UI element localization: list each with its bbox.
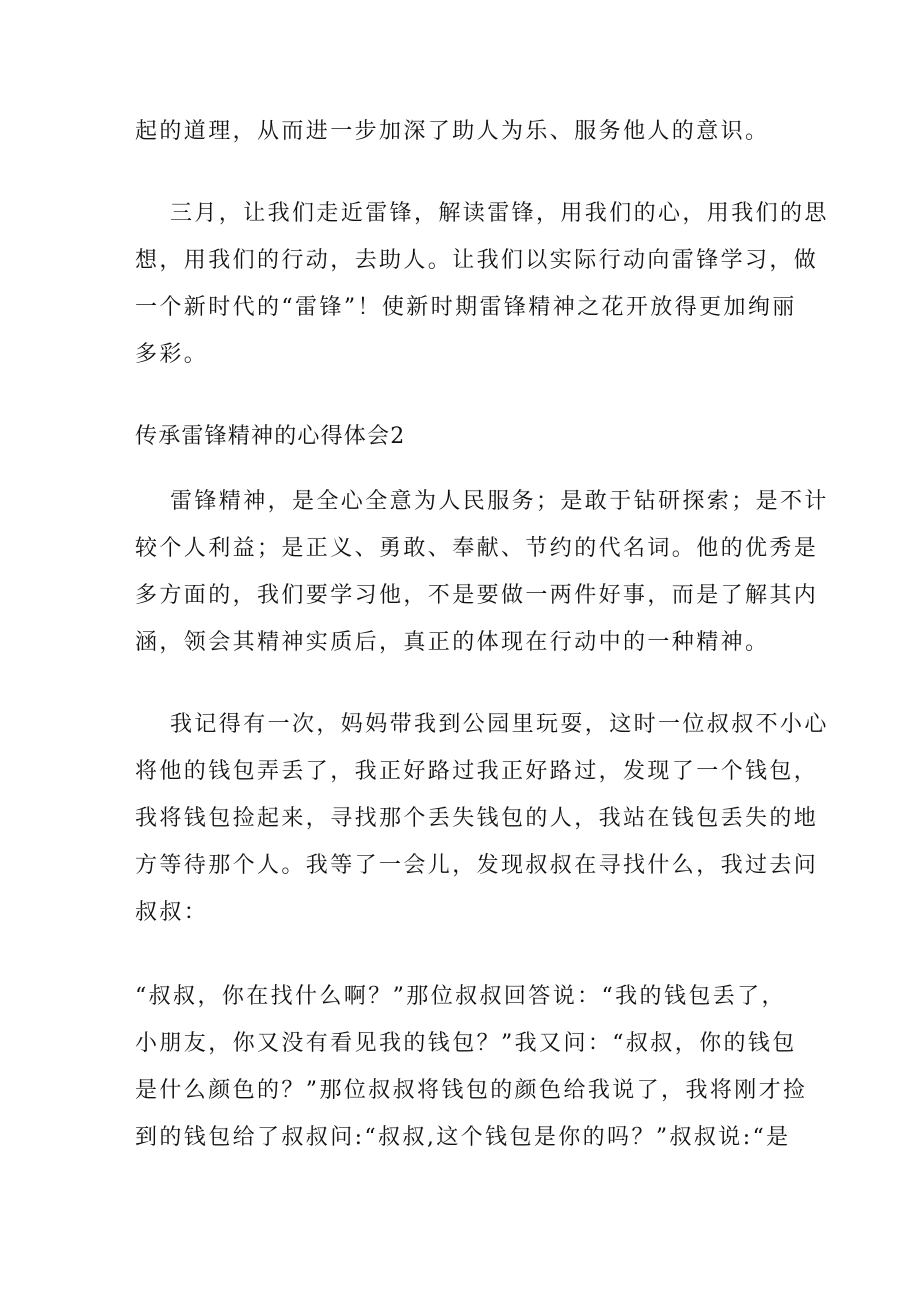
paragraph-2-line-1: 三月，让我们走近雷锋，解读雷锋，用我们的心，用我们的思	[170, 201, 829, 226]
paragraph-4-line-5: 叔叔：	[135, 900, 209, 925]
paragraph-5-line-2: 小朋友，你又没有看见我的钱包？”我又问：“叔叔，你的钱包	[135, 1031, 797, 1056]
paragraph-5-line-1: “叔叔，你在找什么啊？”那位叔叔回答说：“我的钱包丢了，	[135, 984, 786, 1009]
paragraph-3-line-2: 较个人利益；是正义、勇敢、奉献、节约的代名词。他的优秀是	[135, 536, 819, 561]
paragraph-4-line-4: 方等待那个人。我等了一会儿，发现叔叔在寻找什么，我过去问	[135, 853, 819, 878]
paragraph-1-line-1: 起的道理，从而进一步加深了助人为乐、服务他人的意识。	[135, 119, 770, 144]
paragraph-5-line-4: 到的钱包给了叔叔问:“叔叔,这个钱包是你的吗？”叔叔说:“是	[135, 1125, 791, 1150]
paragraph-2-line-4: 多彩。	[135, 342, 209, 367]
paragraph-4-line-1: 我记得有一次，妈妈带我到公园里玩耍，这时一位叔叔不小心	[170, 712, 829, 737]
paragraph-4-line-3: 我将钱包捡起来，寻找那个丢失钱包的人，我站在钱包丢失的地	[135, 806, 819, 831]
paragraph-3-line-4: 涵，领会其精神实质后，真正的体现在行动中的一种精神。	[135, 630, 770, 655]
paragraph-2-line-2: 想，用我们的行动，去助人。让我们以实际行动向雷锋学习，做	[135, 248, 819, 273]
paragraph-3-line-1: 雷锋精神，是全心全意为人民服务；是敢于钻研探索；是不计	[170, 489, 829, 514]
paragraph-4-line-2: 将他的钱包弄丢了，我正好路过我正好路过，发现了一个钱包，	[135, 759, 819, 784]
paragraph-5-line-3: 是什么颜色的？”那位叔叔将钱包的颜色给我说了，我将刚才捡	[135, 1078, 808, 1103]
section-heading: 传承雷锋精神的心得体会2	[135, 424, 406, 449]
paragraph-3-line-3: 多方面的，我们要学习他，不是要做一两件好事，而是了解其内	[135, 583, 819, 608]
paragraph-2-line-3: 一个新时代的“雷锋”！使新时期雷锋精神之花开放得更加绚丽	[135, 295, 797, 320]
